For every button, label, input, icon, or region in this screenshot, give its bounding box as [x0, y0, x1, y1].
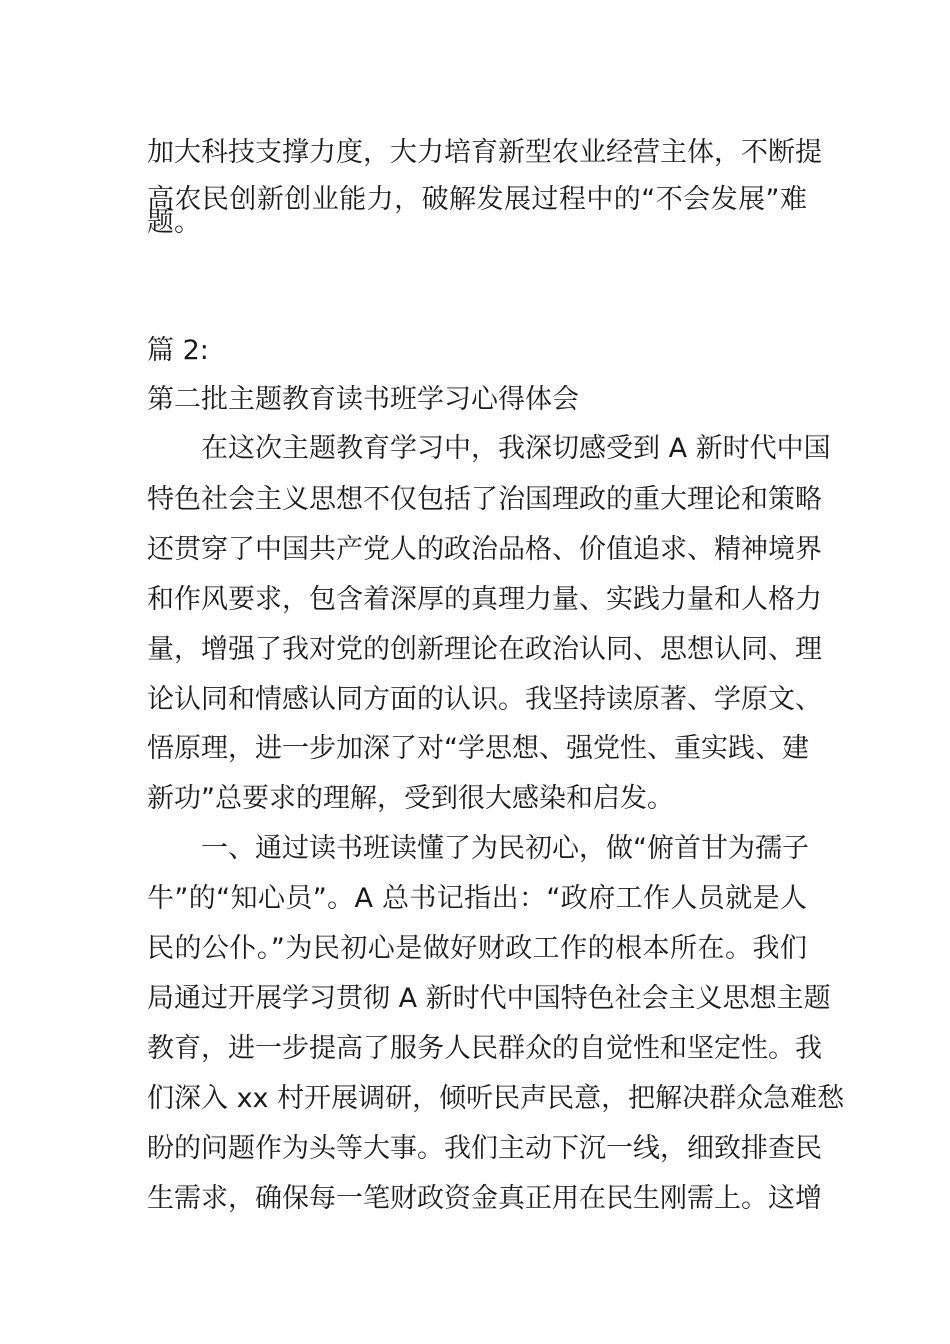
paragraph-line: 民的公仆。”为民初心是做好财政工作的根本所在。我们: [147, 933, 807, 964]
intro-line: 高农民创新创业能力，破解发展过程中的“不会发展”难: [147, 184, 807, 215]
paragraph-line: 盼的问题作为头等大事。我们主动下沉一线，细致排查民: [147, 1133, 822, 1164]
paragraph-line: 们深入 xx 村开展调研，倾听民声民意，把解决群众急难愁: [147, 1083, 845, 1114]
paragraph-line: 牛”的“知心员”。A 总书记指出：“政府工作人员就是人: [147, 883, 807, 914]
paragraph-line: 新功”总要求的理解，受到很大感染和启发。: [147, 783, 674, 814]
paragraph-line: 特色社会主义思想不仅包括了治国理政的重大理论和策略: [147, 484, 822, 515]
paragraph-line: 悟原理，进一步加深了对“学思想、强党性、重实践、建: [147, 733, 809, 764]
paragraph-line: 和作风要求，包含着深厚的真理力量、实践力量和人格力: [147, 584, 822, 615]
paragraph-line: 量，增强了我对党的创新理论在政治认同、思想认同、理: [147, 634, 822, 665]
paragraph-line: 在这次主题教育学习中，我深切感受到 A 新时代中国: [201, 433, 831, 464]
section-title: 第二批主题教育读书班学习心得体会: [147, 384, 579, 415]
paragraph-line: 还贯穿了中国共产党人的政治品格、价值追求、精神境界: [147, 534, 822, 565]
paragraph-line: 局通过开展学习贯彻 A 新时代中国特色社会主义思想主题: [147, 983, 831, 1014]
paragraph-line: 一、通过读书班读懂了为民初心，做“俯首甘为孺子: [201, 833, 809, 864]
paragraph-line: 论认同和情感认同方面的认识。我坚持读原著、学原文、: [147, 684, 822, 715]
paragraph-line: 生需求，确保每一笔财政资金真正用在民生刚需上。这增: [147, 1183, 822, 1214]
section-label: 篇 2:: [147, 335, 209, 366]
intro-line: 题。: [147, 207, 201, 238]
paragraph-line: 教育，进一步提高了服务人民群众的自觉性和坚定性。我: [147, 1033, 822, 1064]
intro-line: 加大科技支撑力度，大力培育新型农业经营主体，不断提: [147, 137, 822, 168]
